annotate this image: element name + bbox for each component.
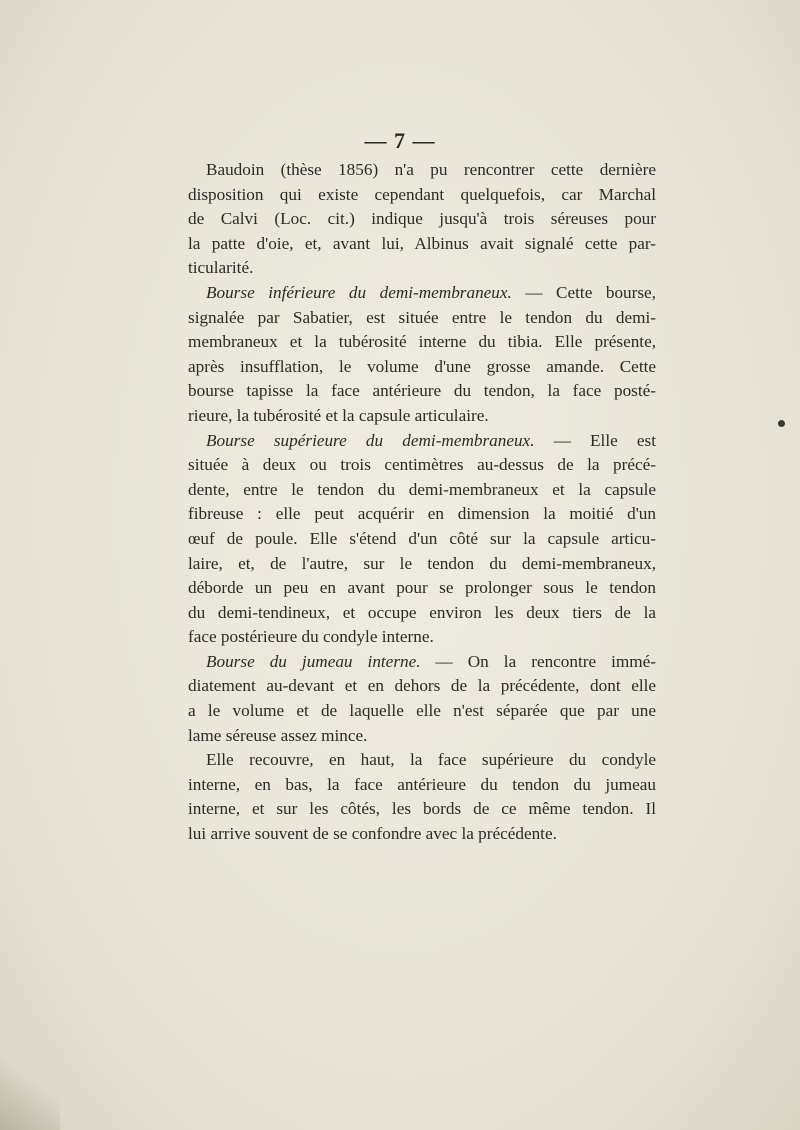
heading-bourse-superieure: Bourse supérieure du demi-membraneux. [206,430,535,450]
heading-bourse-inferieure: Bourse inférieure du demi-membraneux. [206,282,512,302]
text-line-4: la patte d'oie, et, avant lui, Albinus avait signalé cette par- [188,233,656,253]
text-line-21-rest: — On la rencontre immé- [420,651,656,671]
text-line-27: interne, et sur les côtés, les bords de ce même tendon. Il [188,799,656,819]
text-line-2: disposition qui existe cependant quelquefois, car Marchal [188,184,656,204]
corner-stain [0,1050,60,1130]
text-line-20: face postérieure du condyle interne. [188,627,434,647]
text-line-12 [188,429,656,454]
text-line-24: lame séreuse assez mince. [188,725,368,745]
text-line-1: Baudoin (thèse 1856) n'a pu rencontrer cette dernière [206,160,656,179]
text-line-14: dente, entre le tendon du demi-membraneux et la capsule [188,479,656,499]
text-line-15: fibreuse : elle peut acquérir en dimension la moitié d'un [188,504,656,524]
text-line-13: située à deux ou trois centimètres au-dessus de la précé- [188,455,656,475]
text-line-26: interne, en bas, la face antérieure du tendon du jumeau [188,774,656,794]
text-line-6 [188,281,656,306]
text-line-22: diatement au-devant et en dehors de la précédente, dont elle [188,676,656,696]
text-line-12-rest: — Elle est [534,430,656,450]
text-line-19: du demi-tendineux, et occupe environ les deux tiers de la [188,602,656,622]
text-line-18: déborde un peu en avant pour se prolonger sous le tendon [188,578,656,598]
text-line-17: laire, et, de l'autre, sur le tendon du demi-membraneux, [188,553,656,573]
text-line-23: a le volume et de laquelle elle n'est séparée que par une [188,701,656,721]
text-line-16: œuf de poule. Elle s'étend d'un côté sur la capsule articu- [188,528,656,548]
text-line-7: signalée par Sabatier, est située entre le tendon du demi- [188,307,656,327]
page-number: — 7 — [364,128,436,153]
text-line-25: Elle recouvre, en haut, la face supérieure du condyle [206,750,656,770]
text-line-3: de Calvi (Loc. cit.) indique jusqu'à trois séreuses pour [188,209,656,229]
text-line-28: lui arrive souvent de se confondre avec la précédente. [188,824,557,844]
text-line-6-rest: — Cette bourse, [511,282,656,302]
text-line-10: bourse tapisse la face antérieure du tendon, la face posté- [188,381,656,401]
heading-bourse-jumeau: Bourse du jumeau interne. [206,651,421,671]
text-line-8: membraneux et la tubérosité interne du tibia. Elle présente, [188,332,656,352]
text-line-21 [188,650,656,675]
text-line-11: rieure, la tubérosité et la capsule articulaire. [188,405,489,425]
text-line-5: ticularité. [188,258,254,278]
text-line-9: après insufflation, le volume d'une grosse amande. Cette [188,356,656,376]
ink-dot [778,420,785,427]
body-text [188,158,656,847]
